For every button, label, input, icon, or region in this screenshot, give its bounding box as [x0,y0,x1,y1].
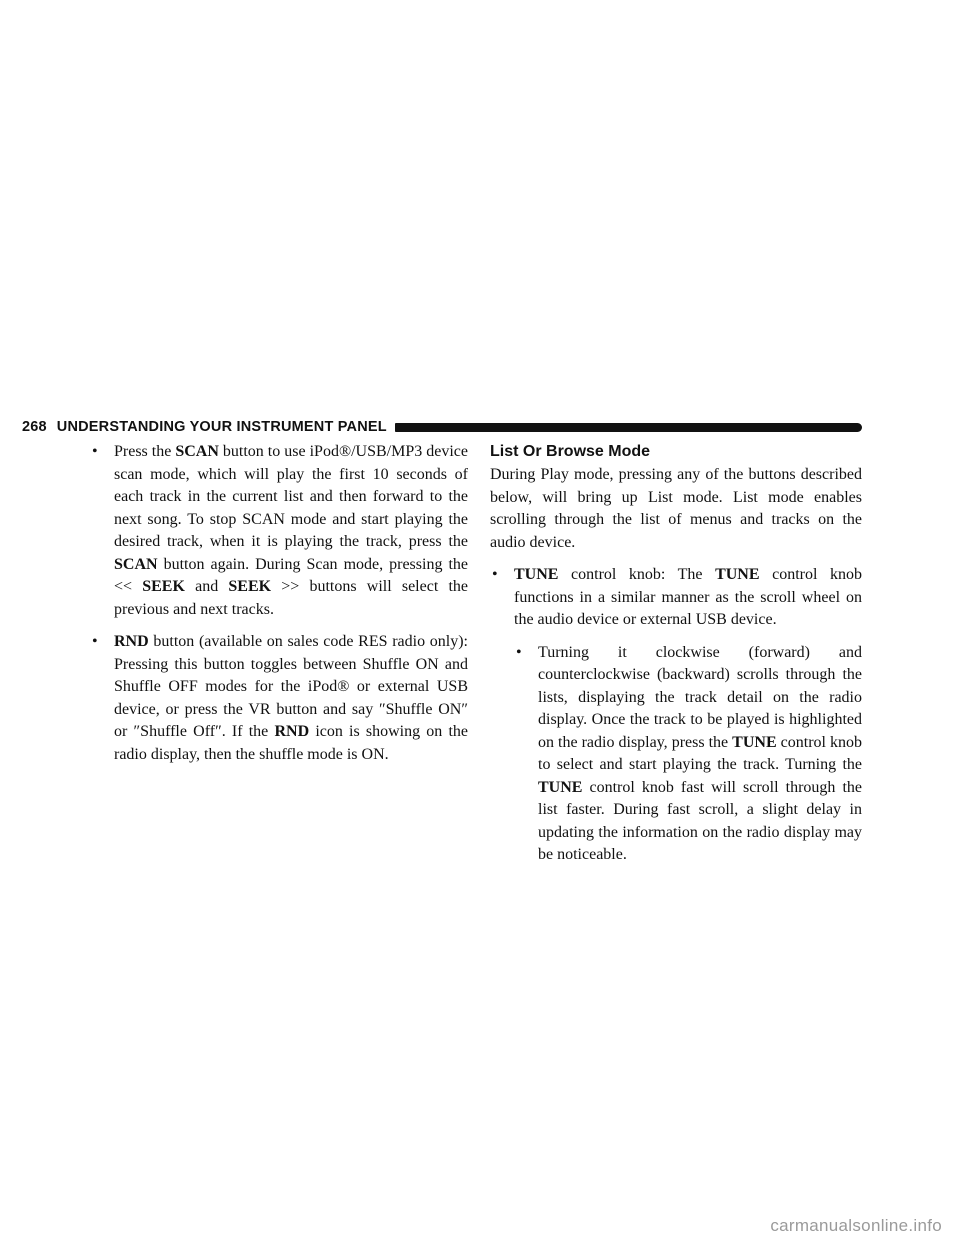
bullet-tune [490,564,862,632]
bullet-icon: • [516,643,522,661]
right-column [490,441,862,877]
header-rule [395,423,862,432]
bullet-rnd [90,631,468,766]
site-watermark: carmanualsonline.info [770,1216,942,1235]
page-header [22,416,862,438]
list-browse-heading: List Or Browse Mode [490,443,651,460]
scan-text: Press the SCAN button to use iPod®/USB/MP3 device scan mode, which will play the first 10 seconds of each track in the current list and then forward to the next song. To stop SCAN mode and start playing the desired track, when it is playing the track, press the SCAN button again. During Scan mode, pressing the << SEEK and SEEK >> buttons will select the previous and next tracks. [114,443,468,618]
turning-text: Turning it clockwise (forward) and counterclockwise (backward) scrolls through the lists, displaying the track detail on the radio display. Once the track to be played is highlighted on the radio display, press the TUNE control knob to select and start playing the track. Turning the TUNE control knob fast will scroll through the list faster. During fast scroll, a slight delay in updating the information on the radio display may be noticeable. [538,643,862,863]
list-browse-intro: During Play mode, pressing any of the buttons described below, will bring up List mode. List mode enables scrolling through the list of menus and tracks on the audio device. [490,466,862,551]
bullet-turning [514,642,862,867]
section-title: UNDERSTANDING YOUR INSTRUMENT PANEL [56,419,387,435]
bullet-icon: • [92,443,98,460]
bullet-icon: • [92,633,98,650]
page-number: 268 [22,419,47,435]
rnd-text: RND button (available on sales code RES radio only): Pressing this button toggles between Shuffle ON and Shuffle OFF modes for the iPod® or external USB device, or press the VR button and say ″Shuffle ON″ or ″Shuffle Off″. If the RND icon is showing on the radio display, then the shuffle mode is ON. [114,633,469,763]
left-column [90,441,468,776]
bullet-icon: • [492,566,498,583]
tune-text: TUNE control knob: The TUNE control knob functions in a similar manner as the scroll wheel on the audio device or external USB device. [514,566,862,628]
bullet-scan [90,441,468,621]
